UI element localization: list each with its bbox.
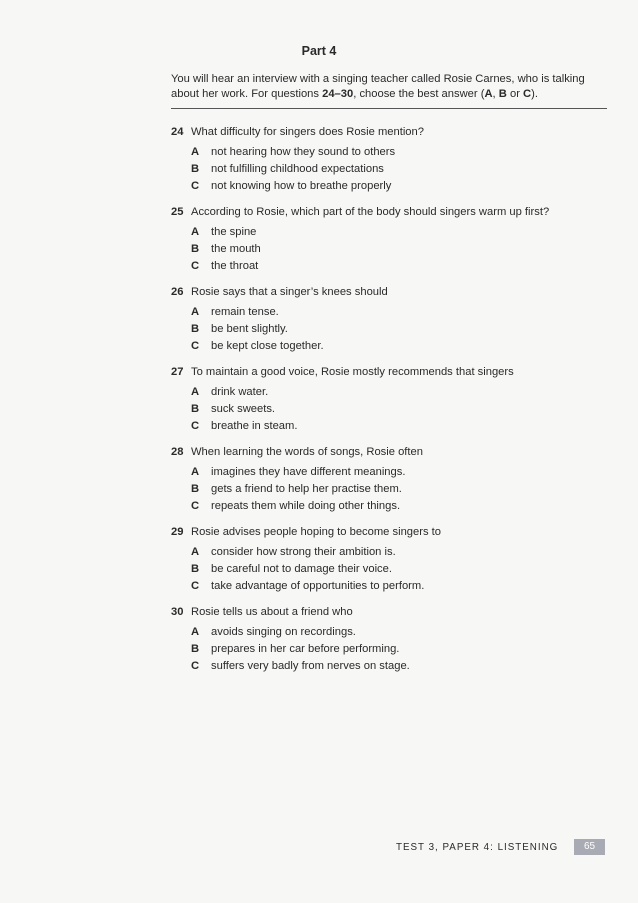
option-letter: C (191, 420, 200, 432)
intro-text-before: You will hear an interview with a singing teacher called Rosie Carnes, who is talking about her work. For questions (171, 73, 585, 100)
option-letter: A (191, 466, 200, 478)
option-letter: A (191, 626, 200, 638)
question-24 (171, 124, 611, 195)
intro-comma: , (492, 88, 499, 100)
question-29 (171, 524, 611, 595)
question-number: 28 (171, 446, 184, 458)
option-text: consider how strong their ambition is. (211, 546, 396, 558)
question-26 (171, 284, 611, 355)
divider-rule (171, 108, 607, 109)
option-text: suffers very badly from nerves on stage. (211, 660, 410, 672)
option-letter: A (191, 546, 200, 558)
option-text: imagines they have different meanings. (211, 466, 406, 478)
footer-label: TEST 3, PAPER 4: LISTENING (396, 842, 559, 853)
option-a (171, 624, 611, 641)
option-a (171, 304, 611, 321)
option-text: breathe in steam. (211, 420, 298, 432)
option-b (171, 321, 611, 338)
question-number: 30 (171, 606, 184, 618)
option-b (171, 481, 611, 498)
option-b (171, 241, 611, 258)
option-c (171, 338, 611, 355)
option-text: drink water. (211, 386, 269, 398)
question-text: According to Rosie, which part of the body should singers warm up first? (191, 206, 550, 218)
intro-text-middle: , choose the best answer ( (353, 88, 485, 100)
question-text: When learning the words of songs, Rosie often (191, 446, 423, 458)
question-28 (171, 444, 611, 515)
option-text: take advantage of opportunities to perform. (211, 580, 425, 592)
question-number: 24 (171, 126, 184, 138)
question-text: Rosie says that a singer’s knees should (191, 286, 388, 298)
option-letter: C (191, 340, 200, 352)
option-a (171, 464, 611, 481)
option-letter: A (191, 146, 200, 158)
option-c (171, 258, 611, 275)
option-text: suck sweets. (211, 403, 276, 415)
instructions (171, 72, 611, 102)
option-letter: A (191, 306, 200, 318)
option-text: not knowing how to breathe properly (211, 180, 392, 192)
question-text: What difficulty for singers does Rosie mention? (191, 126, 424, 138)
option-letter: B (191, 643, 200, 655)
option-letter: B (191, 563, 200, 575)
question-27 (171, 364, 611, 435)
option-letter: A (191, 226, 200, 238)
question-number: 25 (171, 206, 184, 218)
intro-option-b: B (498, 88, 507, 100)
option-letter: C (191, 660, 200, 672)
option-a (171, 144, 611, 161)
option-text: not hearing how they sound to others (211, 146, 396, 158)
option-c (171, 578, 611, 595)
option-letter: C (191, 260, 200, 272)
option-text: gets a friend to help her practise them. (211, 483, 402, 495)
option-text: repeats them while doing other things. (211, 500, 401, 512)
option-text: be kept close together. (211, 340, 324, 352)
page-number: 65 (574, 839, 605, 855)
option-a (171, 224, 611, 241)
option-letter: B (191, 403, 200, 415)
option-letter: B (191, 163, 200, 175)
question-25 (171, 204, 611, 275)
intro-option-c: C (523, 88, 532, 100)
option-letter: C (191, 500, 200, 512)
option-text: the throat (211, 260, 259, 272)
option-letter: B (191, 483, 200, 495)
intro-range: 24–30 (322, 88, 354, 100)
question-number: 29 (171, 526, 184, 538)
option-c (171, 658, 611, 675)
question-number: 27 (171, 366, 184, 378)
question-list (171, 124, 611, 684)
option-b (171, 401, 611, 418)
option-c (171, 178, 611, 195)
option-text: prepares in her car before performing. (211, 643, 400, 655)
question-text: To maintain a good voice, Rosie mostly recommends that singers (191, 366, 514, 378)
option-text: not fulfilling childhood expectations (211, 163, 384, 175)
option-letter: A (191, 386, 200, 398)
intro-option-a: A (484, 88, 493, 100)
option-b (171, 561, 611, 578)
option-letter: C (191, 580, 200, 592)
option-letter: C (191, 180, 200, 192)
intro-text-end: ). (531, 88, 538, 100)
option-text: be bent slightly. (211, 323, 288, 335)
question-number: 26 (171, 286, 184, 298)
question-text: Rosie tells us about a friend who (191, 606, 353, 618)
option-c (171, 498, 611, 515)
option-a (171, 384, 611, 401)
question-30 (171, 604, 611, 675)
part-title: Part 4 (301, 44, 337, 58)
option-text: the mouth (211, 243, 261, 255)
question-text: Rosie advises people hoping to become singers to (191, 526, 442, 538)
option-b (171, 161, 611, 178)
option-a (171, 544, 611, 561)
option-text: remain tense. (211, 306, 279, 318)
option-text: avoids singing on recordings. (211, 626, 356, 638)
option-c (171, 418, 611, 435)
intro-or: or (506, 88, 524, 100)
option-letter: B (191, 323, 200, 335)
option-b (171, 641, 611, 658)
option-text: the spine (211, 226, 257, 238)
option-text: be careful not to damage their voice. (211, 563, 392, 575)
option-letter: B (191, 243, 200, 255)
